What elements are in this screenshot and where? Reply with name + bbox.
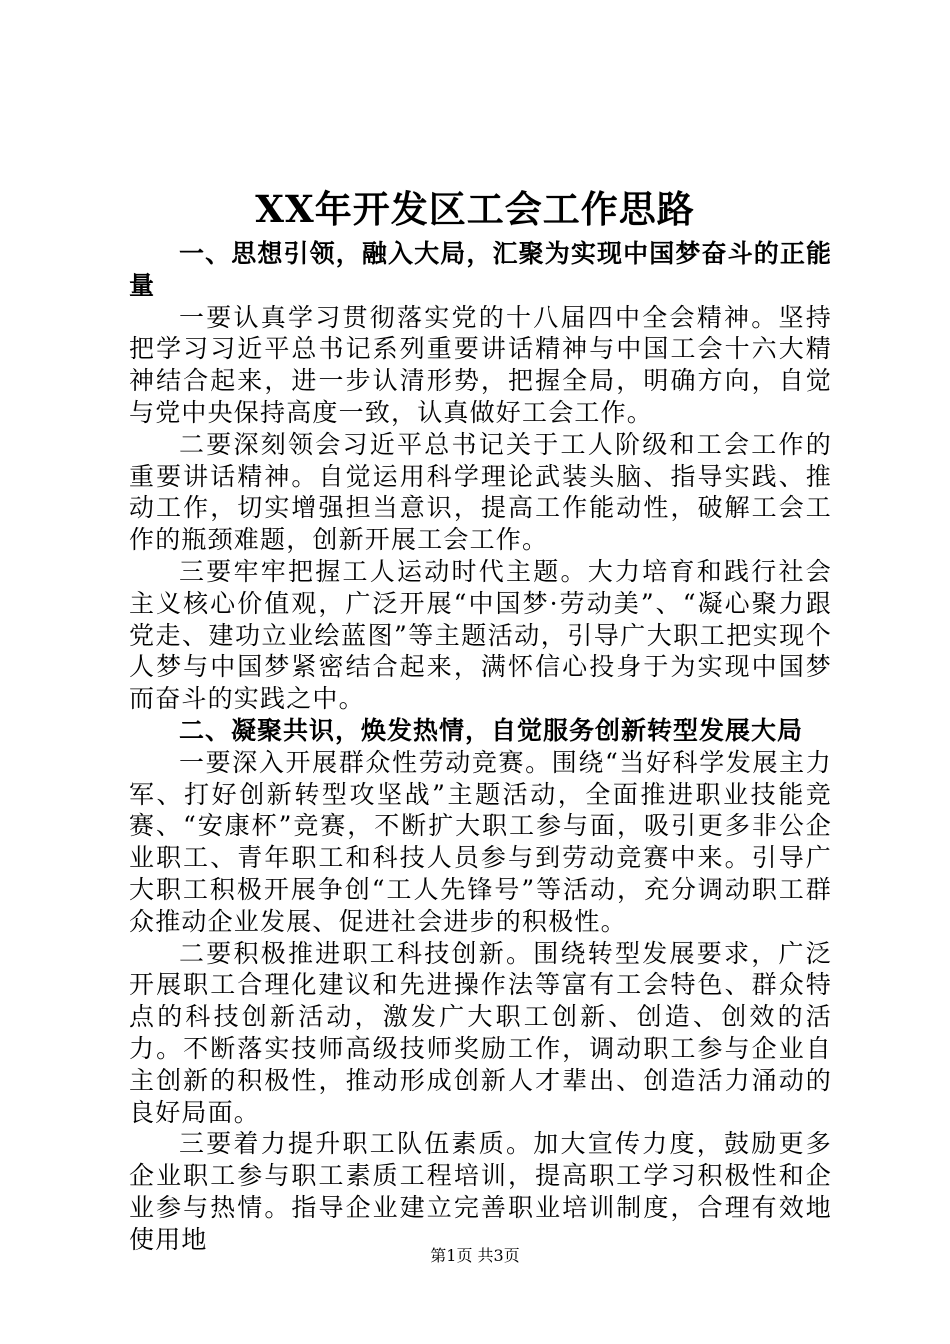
page-footer: 第1页 共3页 — [430, 1246, 520, 1265]
paragraph: 二要深刻领会习近平总书记关于工人阶级和工会工作的重要讲话精神。自觉运用科学理论武装头脑、指导实践、推动工作，切实增强担当意识，提高工作能动性，破解工会工作的瓶颈难题，创新开展工会工作。 — [129, 429, 832, 555]
paragraph: 二要积极推进职工科技创新。围绕转型发展要求，广泛开展职工合理化建议和先进操作法等富有工会特色、群众特点的科技创新活动，激发广大职工创新、创造、创效的活力。不断落实技师高级技师奖励工作，调动职工参与企业自主创新的积极性，推动形成创新人才辈出、创造活力涌动的良好局面。 — [129, 938, 832, 1127]
section-heading-2: 二、凝聚共识，焕发热情，自觉服务创新转型发展大局 — [179, 715, 804, 745]
document-body — [129, 238, 832, 1256]
document-title: XX年开发区工会工作思路 — [255, 187, 695, 231]
paragraph: 一要认真学习贯彻落实党的十八届四中全会精神。坚持把学习习近平总书记系列重要讲话精神与中国工会十六大精神结合起来，进一步认清形势，把握全局，明确方向，自觉与党中央保持高度一致，认真做好工会工作。 — [129, 302, 832, 427]
paragraph: 三要牢牢把握工人运动时代主题。大力培育和践行社会主义核心价值观，广泛开展“中国梦·劳动美”、“凝心聚力跟党走、建功立业绘蓝图”等主题活动，引导广大职工把实现个人梦与中国梦紧密结合起来，满怀信心投身于为实现中国梦而奋斗的实践之中。 — [129, 556, 832, 714]
paragraph: 三要着力提升职工队伍素质。加大宣传力度，鼓励更多企业职工参与职工素质工程培训，提高职工学习积极性和企业参与热情。指导企业建立完善职业培训制度，合理有效地使用地 — [129, 1129, 832, 1254]
paragraph: 一要深入开展群众性劳动竞赛。围绕“当好科学发展主力军、打好创新转型攻坚战”主题活动，全面推进职业技能竞赛、“安康杯”竞赛，不断扩大职工参与面，吸引更多非公企业职工、青年职工和科技人员参与到劳动竞赛中来。引导广大职工积极开展争创“工人先锋号”等活动，充分调动职工群众推动企业发展、促进社会进步的积极性。 — [129, 747, 832, 936]
section-heading-1: 一、思想引领，融入大局，汇聚为实现中国梦奋斗的正能量 — [129, 239, 832, 300]
